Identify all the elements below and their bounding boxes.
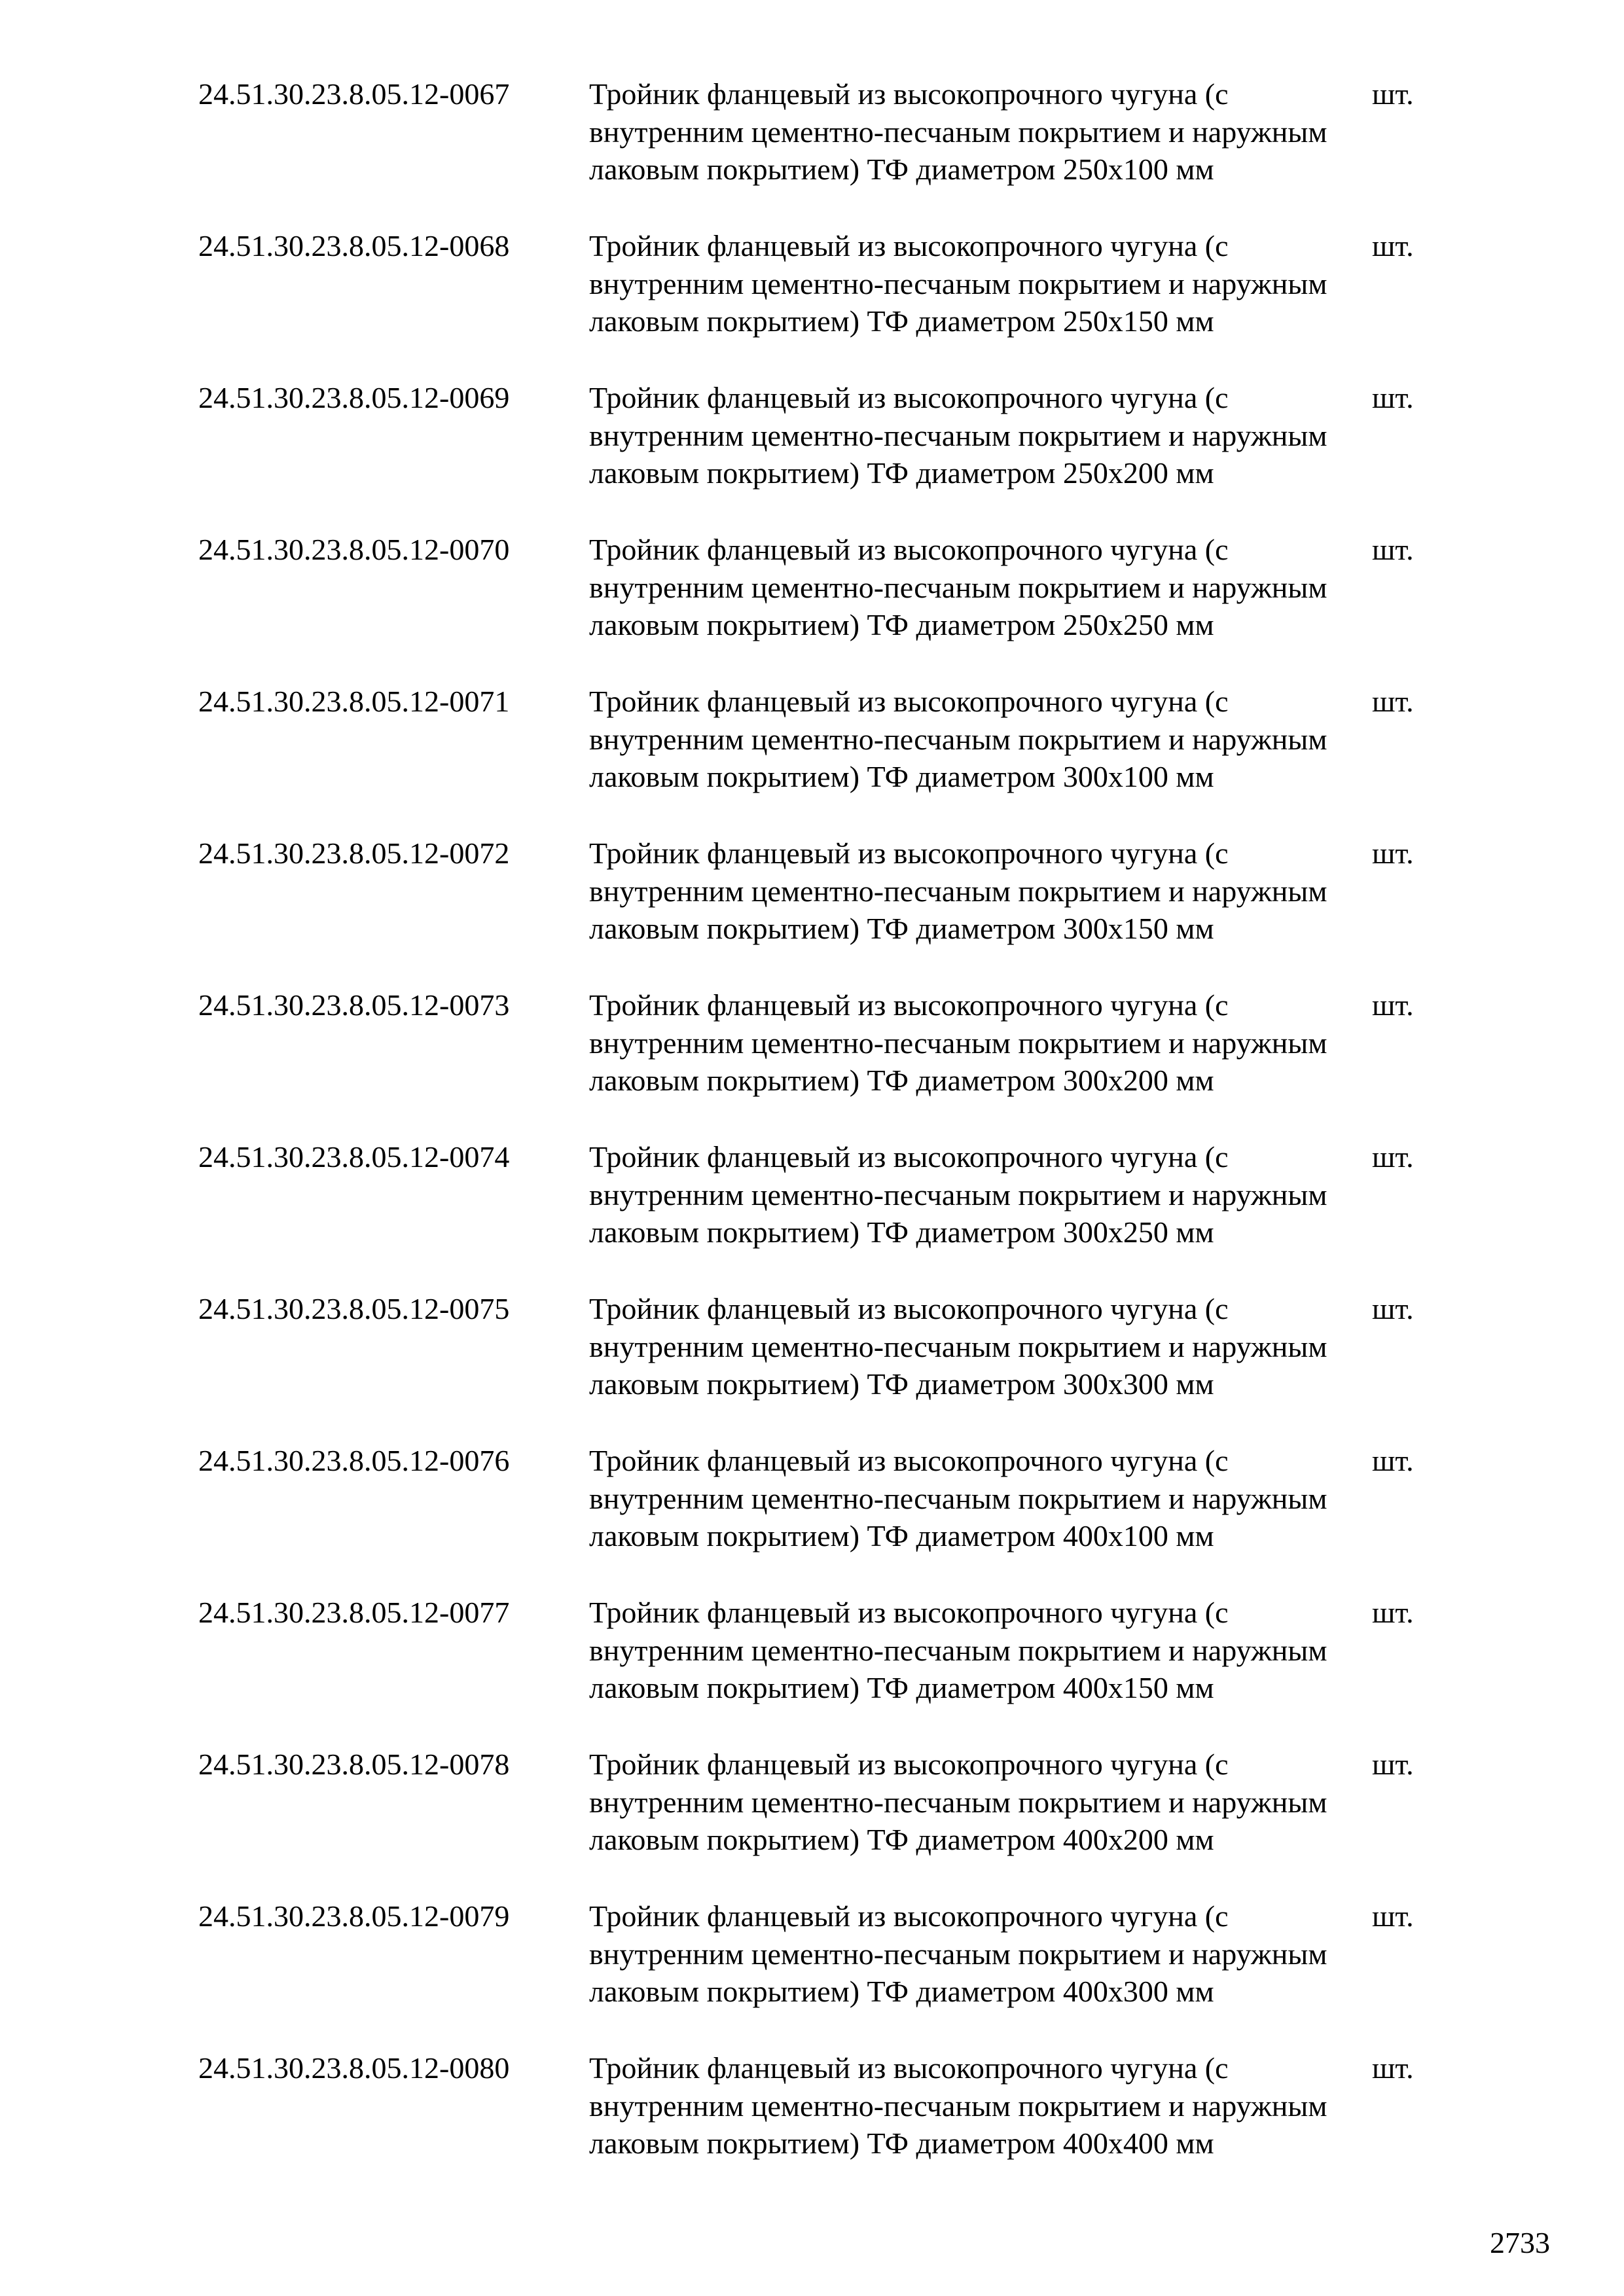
item-code: 24.51.30.23.8.05.12-0080 — [198, 2051, 510, 2085]
table-row — [198, 2049, 1442, 2201]
table-row — [198, 986, 1442, 1138]
table-row — [198, 1290, 1442, 1442]
table-row — [198, 75, 1442, 227]
item-code: 24.51.30.23.8.05.12-0079 — [198, 1899, 510, 1933]
item-description: Тройник фланцевый из высокопрочного чугуна (с внутренним цементно-песчаным покрытием и наружным лаковым покрытием) ТФ диаметром 300х100 мм — [589, 685, 1327, 793]
item-unit: шт. — [1372, 988, 1414, 1022]
item-description: Тройник фланцевый из высокопрочного чугуна (с внутренним цементно-песчаным покрытием и наружным лаковым покрытием) ТФ диаметром 250х250 мм — [589, 533, 1327, 641]
item-code: 24.51.30.23.8.05.12-0073 — [198, 988, 510, 1022]
item-code: 24.51.30.23.8.05.12-0074 — [198, 1140, 510, 1174]
item-code: 24.51.30.23.8.05.12-0071 — [198, 685, 510, 718]
item-code: 24.51.30.23.8.05.12-0070 — [198, 533, 510, 566]
catalog-table — [198, 75, 1442, 2201]
item-description: Тройник фланцевый из высокопрочного чугуна (с внутренним цементно-песчаным покрытием и наружным лаковым покрытием) ТФ диаметром 300х300 мм — [589, 1292, 1327, 1401]
item-unit: шт. — [1372, 381, 1414, 414]
item-unit: шт. — [1372, 533, 1414, 566]
item-description: Тройник фланцевый из высокопрочного чугуна (с внутренним цементно-песчаным покрытием и наружным лаковым покрытием) ТФ диаметром 250х100 мм — [589, 77, 1327, 186]
table-row — [198, 531, 1442, 683]
item-unit: шт. — [1372, 1140, 1414, 1174]
table-row — [198, 683, 1442, 834]
page-number: 2733 — [1490, 2226, 1550, 2259]
item-description: Тройник фланцевый из высокопрочного чугуна (с внутренним цементно-песчаным покрытием и наружным лаковым покрытием) ТФ диаметром 400х100 мм — [589, 1444, 1327, 1552]
item-code: 24.51.30.23.8.05.12-0076 — [198, 1444, 510, 1477]
table-row — [198, 1746, 1442, 1897]
item-code: 24.51.30.23.8.05.12-0068 — [198, 229, 510, 262]
item-description: Тройник фланцевый из высокопрочного чугуна (с внутренним цементно-песчаным покрытием и наружным лаковым покрытием) ТФ диаметром 400х200 мм — [589, 1748, 1327, 1856]
item-unit: шт. — [1372, 1748, 1414, 1781]
item-unit: шт. — [1372, 685, 1414, 718]
item-description: Тройник фланцевый из высокопрочного чугуна (с внутренним цементно-песчаным покрытием и наружным лаковым покрытием) ТФ диаметром 300х200 мм — [589, 988, 1327, 1097]
item-unit: шт. — [1372, 1596, 1414, 1629]
item-description: Тройник фланцевый из высокопрочного чугуна (с внутренним цементно-песчаным покрытием и наружным лаковым покрытием) ТФ диаметром 300х150 мм — [589, 836, 1327, 945]
table-row — [198, 379, 1442, 531]
item-code: 24.51.30.23.8.05.12-0067 — [198, 77, 510, 111]
item-unit: шт. — [1372, 1292, 1414, 1325]
item-unit: шт. — [1372, 1899, 1414, 1933]
item-unit: шт. — [1372, 77, 1414, 111]
table-row — [198, 1138, 1442, 1290]
table-row — [198, 1594, 1442, 1746]
item-code: 24.51.30.23.8.05.12-0069 — [198, 381, 510, 414]
item-description: Тройник фланцевый из высокопрочного чугуна (с внутренним цементно-песчаным покрытием и наружным лаковым покрытием) ТФ диаметром 400х150 мм — [589, 1596, 1327, 1704]
table-row — [198, 227, 1442, 379]
table-row — [198, 1442, 1442, 1594]
item-description: Тройник фланцевый из высокопрочного чугуна (с внутренним цементно-песчаным покрытием и наружным лаковым покрытием) ТФ диаметром 400х300 мм — [589, 1899, 1327, 2008]
table-row — [198, 834, 1442, 986]
item-description: Тройник фланцевый из высокопрочного чугуна (с внутренним цементно-песчаным покрытием и наружным лаковым покрытием) ТФ диаметром 300х250 мм — [589, 1140, 1327, 1249]
item-code: 24.51.30.23.8.05.12-0077 — [198, 1596, 510, 1629]
item-description: Тройник фланцевый из высокопрочного чугуна (с внутренним цементно-песчаным покрытием и наружным лаковым покрытием) ТФ диаметром 250х150 мм — [589, 229, 1327, 338]
item-unit: шт. — [1372, 2051, 1414, 2085]
item-unit: шт. — [1372, 1444, 1414, 1477]
item-unit: шт. — [1372, 229, 1414, 262]
table-row — [198, 1897, 1442, 2049]
item-description: Тройник фланцевый из высокопрочного чугуна (с внутренним цементно-песчаным покрытием и наружным лаковым покрытием) ТФ диаметром 250х200 мм — [589, 381, 1327, 490]
item-code: 24.51.30.23.8.05.12-0075 — [198, 1292, 510, 1325]
item-description: Тройник фланцевый из высокопрочного чугуна (с внутренним цементно-песчаным покрытием и наружным лаковым покрытием) ТФ диаметром 400х400 мм — [589, 2051, 1327, 2160]
item-unit: шт. — [1372, 836, 1414, 870]
item-code: 24.51.30.23.8.05.12-0072 — [198, 836, 510, 870]
item-code: 24.51.30.23.8.05.12-0078 — [198, 1748, 510, 1781]
